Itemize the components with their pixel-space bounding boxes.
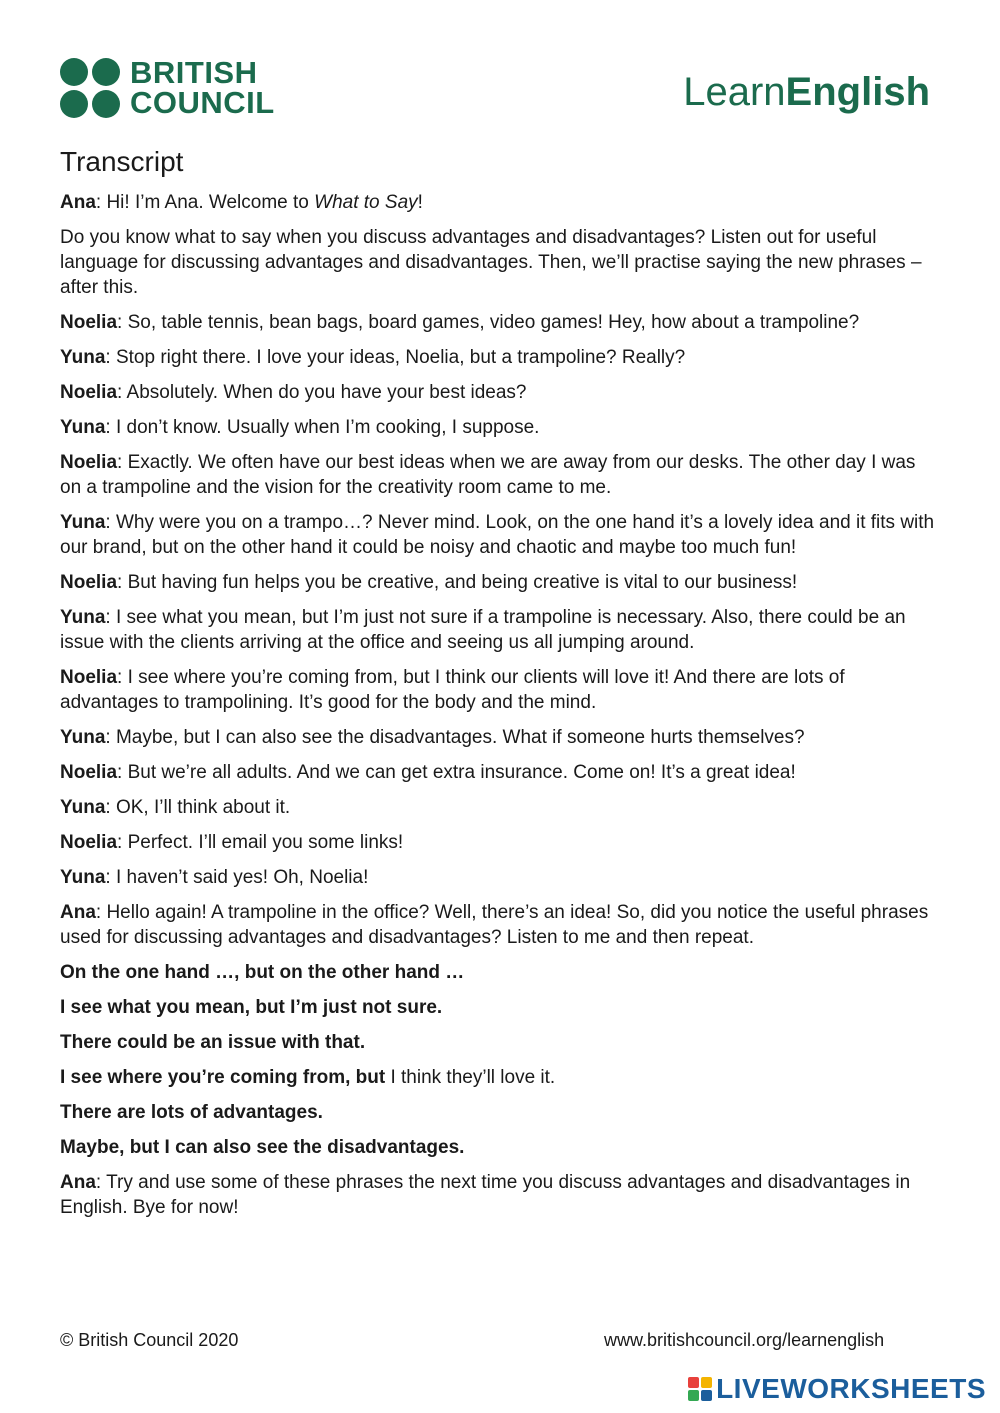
transcript-line: Ana: Try and use some of these phrases the next time you discuss advantages and disadvantages in English. Bye for now! <box>60 1172 911 1218</box>
transcript-line: Noelia: Perfect. I’ll email you some links! <box>60 832 404 853</box>
speaker-name: Noelia <box>60 382 118 403</box>
useful-phrase: I see where you’re coming from, but I think they’ll love it. <box>60 1067 556 1088</box>
speaker-name: Yuna <box>60 417 106 438</box>
useful-phrase: There are lots of advantages. <box>60 1102 323 1123</box>
speaker-name: Noelia <box>60 832 118 853</box>
logo-english: English <box>785 70 930 114</box>
useful-phrase: There could be an issue with that. <box>60 1032 366 1053</box>
british-council-logo <box>60 55 275 120</box>
useful-phrase: On the one hand …, but on the other hand … <box>60 962 465 983</box>
transcript-line: Yuna: Stop right there. I love your ideas, Noelia, but a trampoline? Really? <box>60 347 686 368</box>
useful-phrase: I see what you mean, but I’m just not sure. <box>60 997 443 1018</box>
transcript-line: Yuna: OK, I’ll think about it. <box>60 797 291 818</box>
transcript-line: Ana: Hello again! A trampoline in the office? Well, there’s an idea! So, did you notice the useful phrases used for discussing advantages and disadvantages? Listen to me and then repeat. <box>60 902 929 948</box>
transcript-line: Noelia: I see where you’re coming from, but I think our clients will love it! And there are lots of advantages to trampolining. It’s good for the body and the mind. <box>60 667 845 713</box>
useful-phrase: Maybe, but I can also see the disadvantages. <box>60 1137 465 1158</box>
liveworksheets-icon <box>688 1377 712 1401</box>
speaker-name: Noelia <box>60 667 118 688</box>
transcript-line: Noelia: But we’re all adults. And we can get extra insurance. Come on! It’s a great idea! <box>60 762 796 783</box>
speaker-name: Noelia <box>60 312 118 333</box>
page-title: Transcript <box>60 146 184 177</box>
footer-url[interactable]: www.britishcouncil.org/learnenglish <box>604 1330 885 1350</box>
learnenglish-logo <box>683 70 930 115</box>
speaker-name: Ana <box>60 192 96 213</box>
liveworksheets-text: LIVEWORKSHEETS <box>716 1373 986 1404</box>
transcript-line: Yuna: Why were you on a trampo…? Never mind. Look, on the one hand it’s a lovely idea and it fits with our brand, but on the other hand it could be noisy and chaotic and maybe too much fun! <box>60 512 935 558</box>
transcript-line: Yuna: I haven’t said yes! Oh, Noelia! <box>60 867 369 888</box>
footer-copyright: © British Council 2020 <box>60 1330 239 1350</box>
speaker-name: Yuna <box>60 797 106 818</box>
transcript-line: Yuna: I see what you mean, but I’m just not sure if a trampoline is necessary. Also, there could be an issue with the clients arriving at the office and seeing us all jumping around. <box>60 607 906 653</box>
transcript-line: Ana: Hi! I’m Ana. Welcome to What to Say! <box>60 192 423 213</box>
show-title: What to Say <box>314 192 418 213</box>
speaker-name: Ana <box>60 902 96 923</box>
transcript-line: Noelia: So, table tennis, bean bags, board games, video games! Hey, how about a trampoline? <box>60 312 860 333</box>
speaker-name: Ana <box>60 1172 96 1193</box>
speaker-name: Yuna <box>60 512 106 533</box>
speaker-name: Yuna <box>60 867 106 888</box>
transcript-line: Noelia: Absolutely. When do you have your best ideas? <box>60 382 527 403</box>
transcript-line: Noelia: Exactly. We often have our best ideas when we are away from our desks. The other day I was on a trampoline and the vision for the creativity room came to me. <box>60 452 916 498</box>
speaker-name: Yuna <box>60 347 106 368</box>
speaker-name: Yuna <box>60 727 106 748</box>
british-council-dots-icon <box>60 58 120 118</box>
transcript-line: Do you know what to say when you discuss advantages and disadvantages? Listen out for useful language for discussing advantages and disadvantages. Then, we’ll practise saying the new phrases – after this. <box>60 227 922 298</box>
speaker-name: Noelia <box>60 572 118 593</box>
brand-line-2: COUNCIL <box>130 85 275 120</box>
speaker-name: Noelia <box>60 452 118 473</box>
transcript-line: Noelia: But having fun helps you be creative, and being creative is vital to our business! <box>60 572 798 593</box>
transcript-line: Yuna: Maybe, but I can also see the disadvantages. What if someone hurts themselves? <box>60 727 805 748</box>
speaker-name: Yuna <box>60 607 106 628</box>
logo-learn: Learn <box>683 70 786 114</box>
transcript-body <box>60 146 940 1230</box>
speaker-name: Noelia <box>60 762 118 783</box>
transcript-line: Yuna: I don’t know. Usually when I’m cooking, I suppose. <box>60 417 540 438</box>
brand-line-1: BRITISH <box>130 55 258 90</box>
page-header <box>0 0 1000 140</box>
liveworksheets-logo[interactable] <box>688 1373 986 1405</box>
